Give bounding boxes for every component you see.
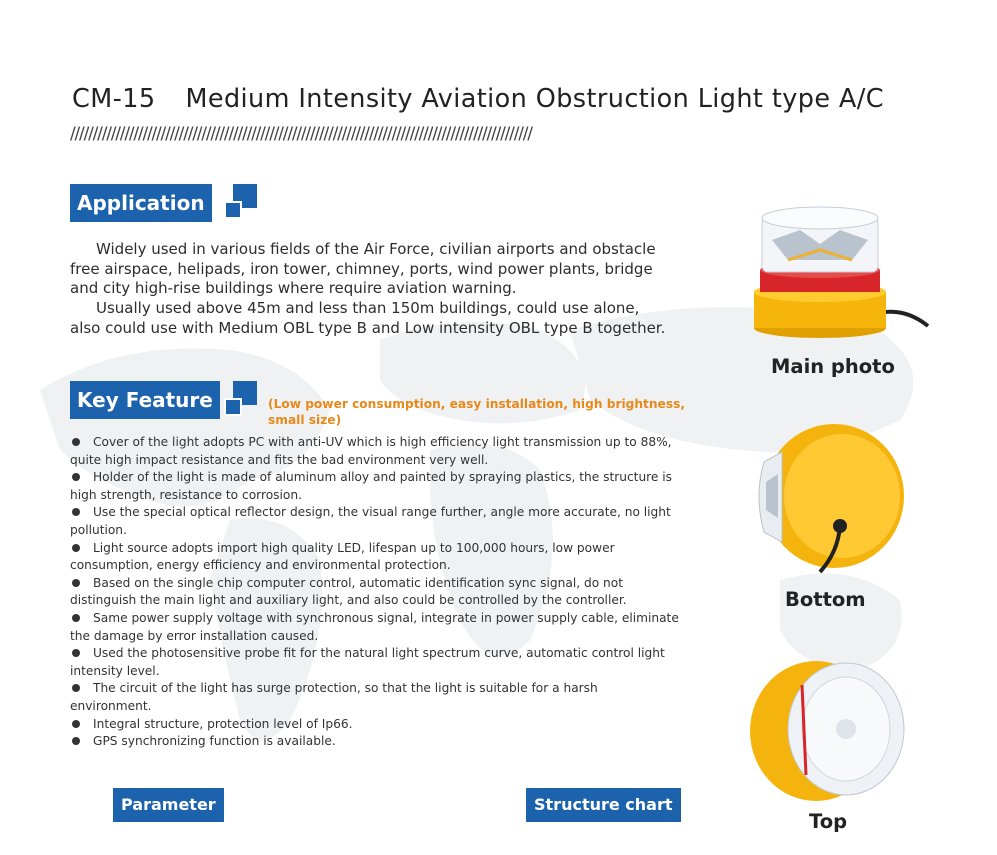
bottom-photo-image bbox=[748, 422, 918, 582]
bullet-icon bbox=[72, 614, 80, 622]
bullet-icon bbox=[72, 579, 80, 587]
bullet-icon bbox=[72, 473, 80, 481]
list-item: Same power supply voltage with synchronous signal, integrate in power supply cable, eliminate the damage by error installation caused. bbox=[70, 610, 679, 643]
list-item: Holder of the light is made of aluminum alloy and painted by spraying plastics, the structure is high strength, resistance to corrosion. bbox=[70, 470, 673, 502]
application-line: free airspace, helipads, iron tower, chimney, ports, wind power plants, bridge bbox=[70, 259, 653, 278]
list-item: Based on the single chip computer control, automatic identification sync signal, do not distinguish the main light and auxiliary light, and also could be controlled by the controller. bbox=[70, 575, 627, 608]
bullet-icon bbox=[72, 737, 80, 745]
list-item: GPS synchronizing function is available. bbox=[70, 733, 682, 751]
heading-decoration-icon bbox=[224, 184, 258, 220]
bullet-icon bbox=[72, 544, 80, 552]
model-number: CM-15 bbox=[72, 84, 156, 114]
list-item: Light source adopts import high quality LED, lifespan up to 100,000 hours, low power consumption, energy efficiency and environmental protection. bbox=[70, 540, 615, 573]
application-line: Usually used above 45m and less than 150m buildings, could use alone, bbox=[96, 299, 640, 318]
list-item: Cover of the light adopts PC with anti-UV which is high efficiency light transmission up to 88%, quite high impact resistance and fits the bad environment very well. bbox=[70, 435, 672, 467]
parameter-button[interactable]: Parameter bbox=[113, 788, 224, 822]
bottom-photo-caption: Bottom bbox=[785, 588, 866, 611]
top-photo-image bbox=[746, 655, 912, 805]
bullet-icon bbox=[72, 649, 80, 657]
application-text bbox=[70, 240, 665, 339]
main-photo-caption: Main photo bbox=[771, 355, 895, 378]
page-title bbox=[72, 84, 884, 114]
feature-list bbox=[70, 434, 682, 751]
application-heading: Application bbox=[70, 184, 212, 222]
main-photo-image bbox=[748, 200, 932, 350]
application-line: Widely used in various fields of the Air Force, civilian airports and obstacle bbox=[96, 240, 656, 258]
bullet-icon bbox=[72, 720, 80, 728]
key-feature-heading: Key Feature bbox=[70, 381, 220, 419]
list-item: The circuit of the light has surge protection, so that the light is suitable for a harsh environment. bbox=[70, 681, 598, 713]
bullet-icon bbox=[72, 438, 80, 446]
list-item: Used the photosensitive probe fit for the natural light spectrum curve, automatic control light intensity level. bbox=[70, 646, 665, 678]
application-line: and city high-rise buildings where require aviation warning. bbox=[70, 279, 517, 298]
title-divider: ////////////////////////////////////////////////////////////////////////////////////////////////////// bbox=[70, 124, 532, 144]
top-photo-caption: Top bbox=[809, 810, 848, 833]
key-feature-note: (Low power consumption, easy installation, high brightness, small size) bbox=[268, 397, 685, 427]
product-name: Medium Intensity Aviation Obstruction Light type A/C bbox=[185, 84, 884, 114]
structure-chart-button[interactable]: Structure chart bbox=[526, 788, 681, 822]
list-item: Integral structure, protection level of Ip66. bbox=[70, 716, 682, 734]
bullet-icon bbox=[72, 684, 80, 692]
list-item: Use the special optical reflector design, the visual range further, angle more accurate, no light pollution. bbox=[70, 505, 671, 537]
bullet-icon bbox=[72, 508, 80, 516]
heading-decoration-icon bbox=[224, 381, 258, 417]
application-line: also could use with Medium OBL type B and Low intensity OBL type B together. bbox=[70, 318, 666, 337]
